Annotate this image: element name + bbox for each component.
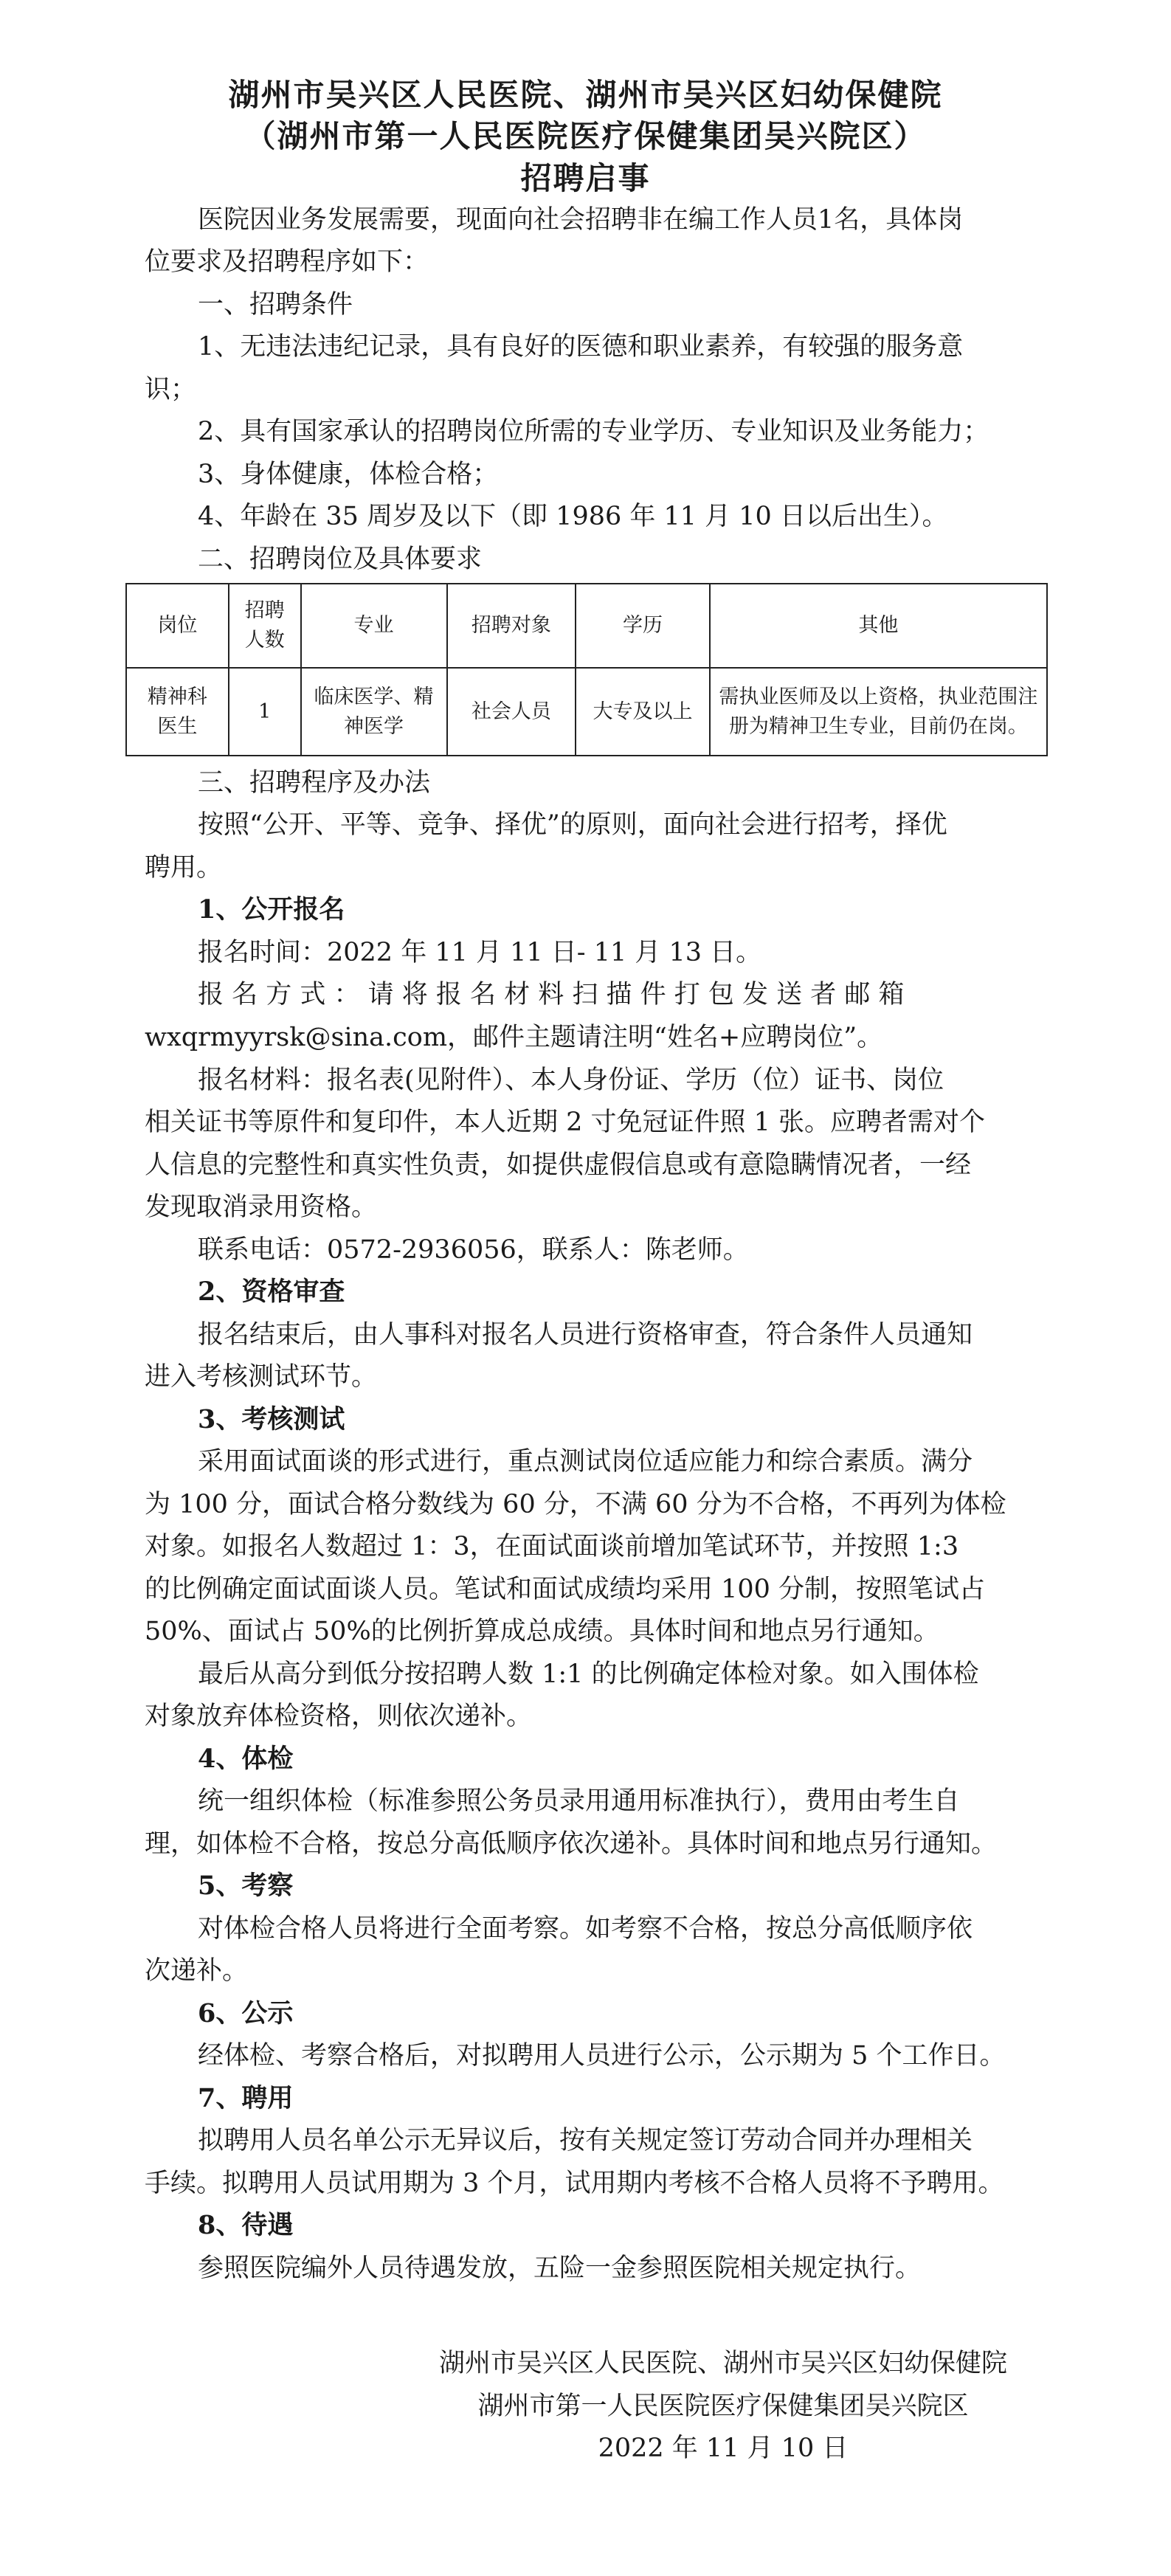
header-education: 学历 — [576, 584, 710, 668]
table-header-row — [126, 584, 1047, 668]
step-5-heading: 5、考察 — [198, 1871, 294, 1901]
cell-count: 1 — [229, 668, 301, 756]
step-5-line-1: 对体检合格人员将进行全面考察。如考察不合格，按总分高低顺序依 — [198, 1914, 973, 1944]
step-3-heading: 3、考核测试 — [198, 1404, 345, 1434]
contact-info: 联系电话：0572-2936056，联系人：陈老师。 — [198, 1235, 749, 1265]
section-1-heading: 一、招聘条件 — [198, 290, 353, 320]
registration-method-line-1: 报 名 方 式 ： 请 将 报 名 材 料 扫 描 件 打 包 发 送 者 邮 箱 — [198, 980, 905, 1009]
condition-1-line-2: 识； — [145, 375, 197, 404]
registration-materials-line-1: 报名材料：报名表(见附件）、本人身份证、学历（位）证书、岗位 — [198, 1066, 944, 1095]
step-3-line-7: 对象放弃体检资格，则依次递补。 — [145, 1702, 533, 1731]
step-3-line-5: 50%、面试占 50%的比例折算成总成绩。具体时间和地点另行通知。 — [145, 1617, 939, 1646]
step-3-line-3: 对象。如报名人数超过 1：3，在面试面谈前增加笔试环节，并按照 1:3 — [145, 1532, 959, 1561]
cell-target: 社会人员 — [447, 668, 576, 756]
signature-line-1: 湖州市吴兴区人民医院、湖州市吴兴区妇幼保健院 — [438, 2349, 1007, 2378]
table-row — [126, 668, 1047, 756]
title-line-2: （湖州市第一人民医院医疗保健集团吴兴院区） — [244, 118, 927, 154]
step-1-heading: 1、公开报名 — [198, 894, 345, 925]
step-3-line-2: 为 100 分，面试合格分数线为 60 分，不满 60 分为不合格，不再列为体检 — [145, 1490, 1006, 1519]
step-7-line-2: 手续。拟聘用人员试用期为 3 个月，试用期内考核不合格人员将不予聘用。 — [145, 2169, 1004, 2198]
section-2-heading: 二、招聘岗位及具体要求 — [198, 545, 483, 574]
step-3-line-6: 最后从高分到低分按招聘人数 1:1 的比例确定体检对象。如入围体检 — [198, 1660, 979, 1689]
step-2-line-1: 报名结束后，由人事科对报名人员进行资格审查，符合条件人员通知 — [198, 1320, 973, 1350]
cell-major: 临床医学、精 神医学 — [301, 668, 447, 756]
cell-position: 精神科 医生 — [126, 668, 229, 756]
registration-materials-line-2: 相关证书等原件和复印件，本人近期 2 寸免冠证件照 1 张。应聘者需对个 — [145, 1108, 986, 1137]
step-2-heading: 2、资格审查 — [198, 1277, 345, 1307]
section-3-intro-line-1: 按照“公开、平等、竞争、择优”的原则，面向社会进行招考，择优 — [198, 810, 947, 840]
registration-materials-line-4: 发现取消录用资格。 — [145, 1192, 378, 1222]
step-6-heading: 6、公示 — [198, 1998, 294, 2028]
step-7-heading: 7、聘用 — [198, 2083, 294, 2113]
header-position: 岗位 — [126, 584, 229, 668]
signature-line-2: 湖州市第一人民医院医疗保健集团吴兴院区 — [477, 2392, 969, 2421]
condition-4: 4、年龄在 35 周岁及以下（即 1986 年 11 月 10 日以后出生）。 — [198, 502, 948, 531]
signature-date: 2022 年 11 月 10 日 — [598, 2434, 849, 2463]
condition-2: 2、具有国家承认的招聘岗位所需的专业学历、专业知识及业务能力； — [198, 417, 989, 446]
registration-time: 报名时间：2022 年 11 月 11 日- 11 月 13 日。 — [198, 938, 762, 967]
cell-other: 需执业医师及以上资格，执业范围注 册为精神卫生专业，目前仍在岗。 — [710, 668, 1047, 756]
intro-line-1: 医院因业务发展需要，现面向社会招聘非在编工作人员1名，具体岗 — [198, 205, 964, 235]
title-line-3: 招聘启事 — [520, 160, 651, 196]
step-2-line-2: 进入考核测试环节。 — [145, 1362, 378, 1392]
intro-line-2: 位要求及招聘程序如下： — [145, 247, 429, 277]
step-8-heading: 8、待遇 — [198, 2210, 294, 2240]
step-5-line-2: 次递补。 — [145, 1956, 249, 1986]
registration-materials-line-3: 人信息的完整性和真实性负责，如提供虚假信息或有意隐瞒情况者，一经 — [145, 1150, 972, 1180]
position-requirements-table — [125, 583, 1048, 756]
condition-3: 3、身体健康，体检合格； — [198, 460, 499, 489]
step-8-line-1: 参照医院编外人员待遇发放，五险一金参照医院相关规定执行。 — [198, 2254, 922, 2283]
header-other: 其他 — [710, 584, 1047, 668]
header-major: 专业 — [301, 584, 447, 668]
condition-1-line-1: 1、无违法违纪记录，具有良好的医德和职业素养，有较强的服务意 — [198, 332, 964, 362]
step-6-line-1: 经体检、考察合格后，对拟聘用人员进行公示，公示期为 5 个工作日。 — [198, 2041, 1006, 2071]
header-count: 招聘 人数 — [229, 584, 301, 668]
cell-education: 大专及以上 — [576, 668, 710, 756]
step-4-line-2: 理，如体检不合格，按总分高低顺序依次递补。具体时间和地点另行通知。 — [145, 1829, 998, 1859]
step-7-line-1: 拟聘用人员名单公示无异议后，按有关规定签订劳动合同并办理相关 — [198, 2126, 973, 2155]
step-3-line-4: 的比例确定面试面谈人员。笔试和面试成绩均采用 100 分制，按照笔试占 — [145, 1575, 986, 1604]
section-3-intro-line-2: 聘用。 — [145, 853, 223, 883]
header-target: 招聘对象 — [447, 584, 576, 668]
step-3-line-1: 采用面试面谈的形式进行，重点测试岗位适应能力和综合素质。满分 — [198, 1447, 973, 1477]
section-3-heading: 三、招聘程序及办法 — [198, 768, 431, 798]
step-4-heading: 4、体检 — [198, 1744, 294, 1774]
step-4-line-1: 统一组织体检（标准参照公务员录用通用标准执行），费用由考生自 — [198, 1786, 960, 1816]
title-line-1: 湖州市吴兴区人民医院、湖州市吴兴区妇幼保健院 — [228, 77, 943, 113]
registration-method-line-2: wxqrmyyrsk@sina.com，邮件主题请注明“姓名+应聘岗位”。 — [145, 1023, 883, 1052]
